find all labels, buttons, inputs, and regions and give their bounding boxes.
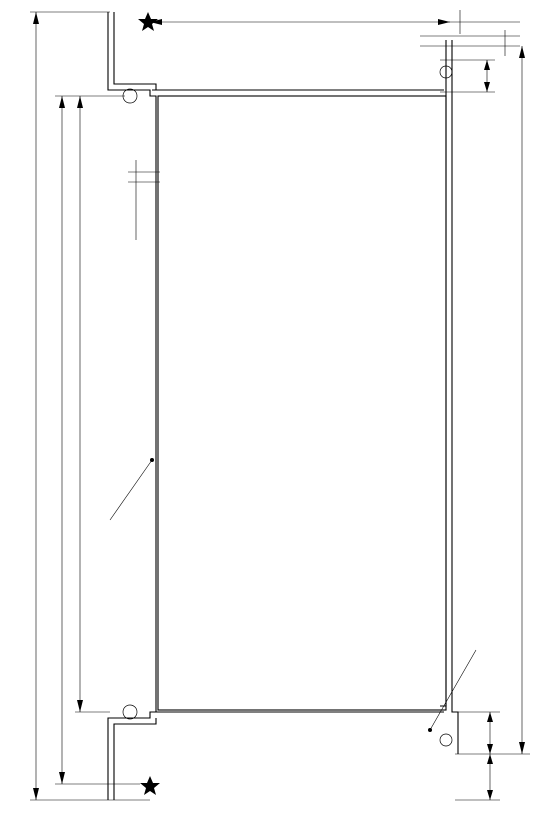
side-plates: [108, 12, 458, 800]
mounting-holes: [123, 66, 452, 746]
leader-lines: [110, 458, 476, 732]
star-markers: [138, 12, 160, 795]
star-icon: [140, 776, 160, 795]
fin-block: [158, 96, 446, 710]
star-icon: [138, 12, 158, 31]
dimension-lines: [30, 10, 530, 800]
